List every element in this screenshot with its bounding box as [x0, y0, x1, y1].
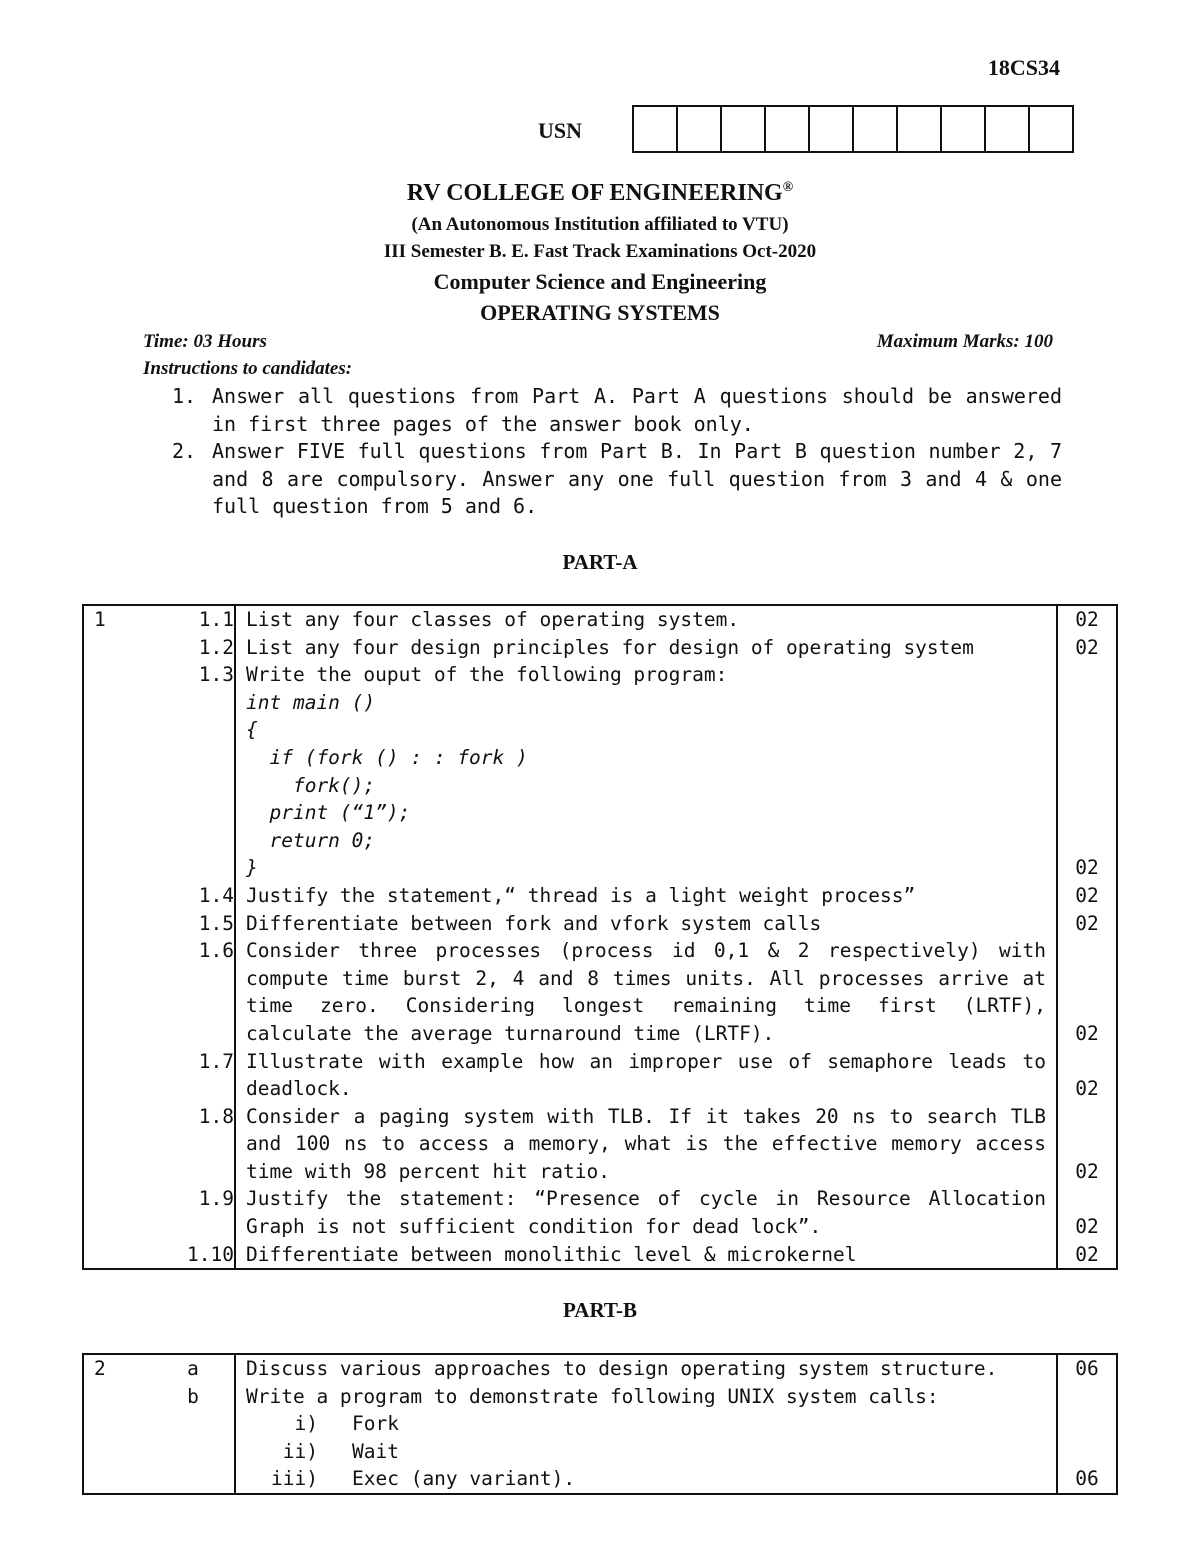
usn-box — [766, 105, 810, 153]
code-line: { — [246, 718, 258, 742]
sub-question-number: 1.5 — [198, 911, 234, 935]
question-row — [83, 1383, 1117, 1494]
marks-value: 02 — [1075, 883, 1099, 907]
course-code: 18CS34 — [987, 55, 1060, 80]
semester-line: III Semester B. E. Fast Track Examinations Oct-2020 — [383, 241, 817, 262]
question-text — [235, 634, 1057, 662]
sub-question-letter: b — [187, 1384, 199, 1408]
exam-time: Time: 03 Hours — [143, 331, 267, 352]
marks-value: 02 — [1075, 1215, 1099, 1239]
question-marks — [1057, 910, 1117, 938]
code-line: return 0; — [246, 828, 376, 852]
question-text-line: Consider three processes (process id 0,1 & 2 respectively) with compute time burst 2, 4 and 8 times units. All processes arrive at time zero. Considering longest remaining time first (LRTF), calculate the average turnaround time (LRTF). — [246, 939, 1046, 1045]
usn-box — [1030, 105, 1074, 153]
question-text — [235, 1354, 1057, 1383]
question-marks — [1057, 1354, 1117, 1383]
marks-value: 02 — [1075, 911, 1099, 935]
question-number: 2 — [94, 1357, 106, 1380]
sub-question-number: 1.1 — [198, 608, 234, 631]
question-text — [235, 1383, 1057, 1494]
sub-item-roman: iii) — [271, 1467, 318, 1491]
instruction-item — [172, 438, 1062, 521]
question-marks — [1057, 634, 1117, 662]
part-b-heading: PART-B — [563, 1298, 637, 1322]
marks-value: 02 — [1075, 1159, 1099, 1183]
code-line: print (“1”); — [246, 801, 411, 825]
sub-item — [246, 1465, 1046, 1493]
marks-value: 02 — [1075, 856, 1099, 880]
marks-value: 06 — [1075, 1467, 1099, 1491]
usn-box — [854, 105, 898, 153]
usn-box — [942, 105, 986, 153]
question-row — [83, 605, 1117, 634]
sub-question-number: 1.7 — [198, 1049, 234, 1073]
part-a-table — [82, 604, 1118, 1270]
sub-question-number: 1.2 — [198, 635, 234, 659]
usn-box — [634, 105, 678, 153]
usn-box — [678, 105, 722, 153]
question-text — [235, 1048, 1057, 1103]
sub-question-number: 1.3 — [198, 663, 234, 687]
question-row — [83, 1103, 1117, 1186]
code-line: int main () — [246, 690, 376, 714]
question-row — [83, 937, 1117, 1047]
instruction-number: 2. — [172, 439, 197, 463]
question-text-line: Discuss various approaches to design operating system structure. — [246, 1357, 998, 1380]
question-text — [235, 937, 1057, 1047]
registered-mark: ® — [782, 180, 794, 195]
question-number — [83, 1048, 152, 1103]
code-line: } — [246, 856, 258, 880]
question-row — [83, 910, 1117, 938]
question-marks — [1057, 1241, 1117, 1270]
question-row — [83, 661, 1117, 882]
question-number: 1 — [94, 608, 106, 631]
usn-boxes — [632, 105, 1074, 153]
question-text — [235, 1103, 1057, 1186]
code-line: fork(); — [246, 773, 376, 797]
sub-question-number: 1.8 — [198, 1104, 234, 1128]
marks-value: 02 — [1075, 1077, 1099, 1101]
sub-item-roman: ii) — [282, 1439, 318, 1463]
usn-box — [898, 105, 942, 153]
question-number — [83, 937, 152, 1047]
sub-item-text: Wait — [352, 1439, 399, 1463]
marks-value: 02 — [1075, 1021, 1099, 1045]
question-text-line: Differentiate between monolithic level & microkernel — [246, 1242, 857, 1266]
question-marks — [1057, 1048, 1117, 1103]
question-text-line: List any four design principles for design of operating system — [246, 635, 974, 659]
instruction-item — [172, 383, 1062, 438]
sub-question-number: 1.10 — [187, 1242, 234, 1266]
question-marks — [1057, 937, 1117, 1047]
usn-box — [810, 105, 854, 153]
question-row — [83, 634, 1117, 662]
question-number — [83, 661, 152, 882]
question-text-line: Illustrate with example how an improper use of semaphore leads to deadlock. — [246, 1049, 1046, 1101]
marks-value: 06 — [1075, 1357, 1099, 1380]
college-name-text: RV COLLEGE OF ENGINEERING — [406, 180, 783, 206]
question-number — [83, 882, 152, 910]
sub-item-roman: i) — [294, 1412, 318, 1436]
instruction-number: 1. — [172, 384, 197, 408]
sub-question-number: 1.4 — [198, 883, 234, 907]
question-marks — [1057, 605, 1117, 634]
usn-box — [986, 105, 1030, 153]
usn-box — [722, 105, 766, 153]
question-text-line: Justify the statement: “Presence of cycle in Resource Allocation Graph is not sufficient condition for dead lock”. — [246, 1187, 1046, 1239]
sub-item — [246, 1438, 1046, 1466]
marks-value: 02 — [1075, 1242, 1099, 1266]
question-marks — [1057, 882, 1117, 910]
question-text — [235, 882, 1057, 910]
question-text-line: Consider a paging system with TLB. If it takes 20 ns to search TLB and 100 ns to access a memory, what is the effective memory access time with 98 percent hit ratio. — [246, 1104, 1046, 1183]
instructions-list — [172, 383, 1062, 521]
question-marks — [1057, 661, 1117, 882]
question-marks — [1057, 1383, 1117, 1494]
part-b-table — [82, 1353, 1118, 1495]
question-number — [83, 634, 152, 662]
part-a-heading: PART-A — [562, 550, 638, 574]
marks-value: 02 — [1075, 635, 1099, 659]
question-number — [83, 910, 152, 938]
question-text — [235, 1241, 1057, 1270]
code-line: if (fork () : : fork ) — [246, 745, 528, 769]
question-text-line: Differentiate between fork and vfork system calls — [246, 911, 822, 935]
question-number — [83, 1241, 152, 1270]
sub-question-letter: a — [187, 1357, 199, 1380]
question-row — [83, 882, 1117, 910]
sub-question-number: 1.6 — [198, 939, 234, 963]
college-name — [0, 180, 1200, 207]
question-row — [83, 1354, 1117, 1383]
question-number — [83, 1103, 152, 1186]
question-marks — [1057, 1103, 1117, 1186]
sub-item-text: Fork — [352, 1412, 399, 1436]
sub-item — [246, 1410, 1046, 1438]
instructions-title: Instructions to candidates: — [143, 358, 353, 379]
sub-question-number: 1.9 — [198, 1187, 234, 1211]
max-marks: Maximum Marks: 100 — [876, 331, 1053, 352]
question-row — [83, 1185, 1117, 1240]
instruction-text: Answer all questions from Part A. Part A questions should be answered in first three pages of the answer book only. — [212, 384, 1062, 436]
subject-title: OPERATING SYSTEMS — [480, 300, 720, 325]
sub-item-text: Exec (any variant). — [352, 1467, 576, 1491]
question-text — [235, 661, 1057, 882]
question-number — [83, 1185, 152, 1240]
question-text-line: List any four classes of operating system. — [246, 608, 740, 631]
question-text-line: Write the ouput of the following program: — [246, 663, 728, 687]
affiliation: (An Autonomous Institution affiliated to VTU) — [411, 214, 789, 235]
marks-value: 02 — [1075, 608, 1099, 631]
question-marks — [1057, 1185, 1117, 1240]
question-text — [235, 605, 1057, 634]
question-row — [83, 1048, 1117, 1103]
question-number — [83, 1383, 152, 1494]
usn-label: USN — [538, 118, 583, 143]
question-text — [235, 910, 1057, 938]
department: Computer Science and Engineering — [433, 269, 767, 294]
instruction-text: Answer FIVE full questions from Part B. In Part B question number 2, 7 and 8 are compulsory. Answer any one full question from 3 and 4 & one full question from 5 and 6. — [212, 439, 1062, 518]
question-row — [83, 1241, 1117, 1270]
question-text-line: Justify the statement,“ thread is a light weight process” — [246, 883, 916, 907]
question-text — [235, 1185, 1057, 1240]
question-text-line: Write a program to demonstrate following UNIX system calls: — [246, 1384, 939, 1408]
